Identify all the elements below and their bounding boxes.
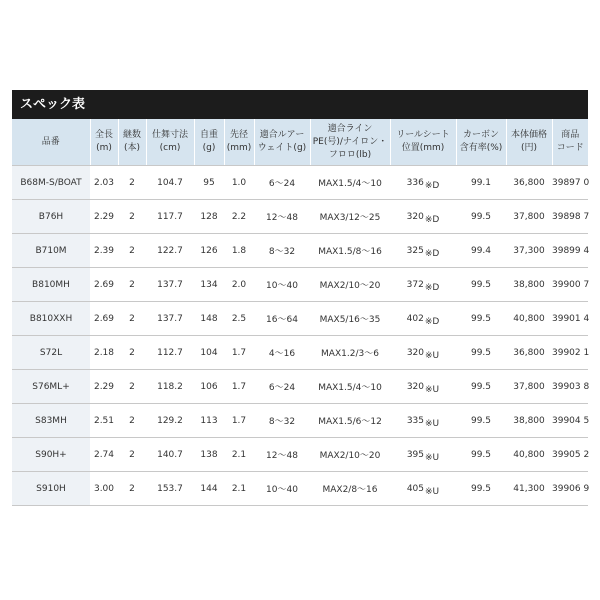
reel-seat-value: 395 bbox=[406, 449, 425, 460]
cell-price: 37,300 bbox=[506, 234, 552, 268]
cell-price: 41,300 bbox=[506, 472, 552, 506]
cell-code: 39904 5 bbox=[552, 404, 588, 438]
cell-model: B710M bbox=[12, 234, 90, 268]
reel-seat-mark: ※U bbox=[425, 384, 440, 395]
cell-reel-seat bbox=[390, 472, 456, 506]
cell-line: MAX3/12〜25 bbox=[310, 200, 390, 234]
cell-reel-seat bbox=[390, 302, 456, 336]
cell-weight: 106 bbox=[194, 370, 224, 404]
cell-model: B68M-S/BOAT bbox=[12, 166, 90, 200]
cell-carbon: 99.5 bbox=[456, 438, 506, 472]
header-line: 適合ライン PE(号)/ナイロン・ フロロ(lb) bbox=[310, 119, 390, 166]
cell-pieces: 2 bbox=[118, 166, 146, 200]
cell-weight: 148 bbox=[194, 302, 224, 336]
cell-closed-length: 104.7 bbox=[146, 166, 194, 200]
cell-weight: 95 bbox=[194, 166, 224, 200]
reel-seat-mark: ※U bbox=[425, 418, 440, 429]
cell-lure-weight: 16〜64 bbox=[254, 302, 310, 336]
cell-closed-length: 129.2 bbox=[146, 404, 194, 438]
spec-table bbox=[12, 119, 588, 506]
cell-closed-length: 118.2 bbox=[146, 370, 194, 404]
cell-carbon: 99.5 bbox=[456, 336, 506, 370]
cell-tip-diameter: 2.2 bbox=[224, 200, 254, 234]
reel-seat-mark: ※U bbox=[425, 486, 440, 497]
cell-price: 36,800 bbox=[506, 166, 552, 200]
header-pieces: 継数 (本) bbox=[118, 119, 146, 166]
reel-seat-value: 320 bbox=[406, 211, 424, 222]
cell-weight: 134 bbox=[194, 268, 224, 302]
cell-pieces: 2 bbox=[118, 302, 146, 336]
reel-seat-value: 372 bbox=[406, 279, 424, 290]
cell-reel-seat bbox=[390, 200, 456, 234]
cell-length: 2.29 bbox=[90, 200, 118, 234]
cell-model: B810MH bbox=[12, 268, 90, 302]
cell-line: MAX1.2/3〜6 bbox=[310, 336, 390, 370]
reel-seat-value: 402 bbox=[406, 313, 424, 324]
cell-lure-weight: 8〜32 bbox=[254, 234, 310, 268]
cell-pieces: 2 bbox=[118, 370, 146, 404]
reel-seat-value: 405 bbox=[406, 483, 425, 494]
spec-table-body bbox=[12, 166, 588, 506]
reel-seat-mark: ※D bbox=[424, 248, 440, 259]
cell-carbon: 99.4 bbox=[456, 234, 506, 268]
reel-seat-mark: ※D bbox=[424, 214, 440, 225]
reel-seat-value: 336 bbox=[406, 177, 424, 188]
cell-price: 37,800 bbox=[506, 200, 552, 234]
cell-reel-seat bbox=[390, 438, 456, 472]
header-reel-seat: リールシート 位置(mm) bbox=[390, 119, 456, 166]
cell-carbon: 99.5 bbox=[456, 268, 506, 302]
cell-reel-seat bbox=[390, 234, 456, 268]
cell-pieces: 2 bbox=[118, 438, 146, 472]
cell-line: MAX1.5/4〜10 bbox=[310, 370, 390, 404]
header-price: 本体価格 (円) bbox=[506, 119, 552, 166]
cell-length: 2.51 bbox=[90, 404, 118, 438]
cell-lure-weight: 4〜16 bbox=[254, 336, 310, 370]
cell-price: 40,800 bbox=[506, 302, 552, 336]
cell-length: 2.74 bbox=[90, 438, 118, 472]
cell-reel-seat bbox=[390, 370, 456, 404]
cell-code: 39898 7 bbox=[552, 200, 588, 234]
cell-model: B76H bbox=[12, 200, 90, 234]
reel-seat-mark: ※U bbox=[425, 350, 440, 361]
cell-carbon: 99.5 bbox=[456, 472, 506, 506]
cell-code: 39900 7 bbox=[552, 268, 588, 302]
cell-code: 39906 9 bbox=[552, 472, 588, 506]
cell-closed-length: 140.7 bbox=[146, 438, 194, 472]
cell-model: S90H+ bbox=[12, 438, 90, 472]
cell-weight: 128 bbox=[194, 200, 224, 234]
spec-sheet bbox=[12, 90, 588, 506]
cell-closed-length: 153.7 bbox=[146, 472, 194, 506]
cell-carbon: 99.5 bbox=[456, 302, 506, 336]
cell-price: 37,800 bbox=[506, 370, 552, 404]
cell-pieces: 2 bbox=[118, 234, 146, 268]
reel-seat-value: 320 bbox=[406, 347, 425, 358]
cell-price: 38,800 bbox=[506, 268, 552, 302]
cell-length: 3.00 bbox=[90, 472, 118, 506]
table-row bbox=[12, 404, 588, 438]
cell-closed-length: 112.7 bbox=[146, 336, 194, 370]
cell-code: 39903 8 bbox=[552, 370, 588, 404]
spec-table-title: スペック表 bbox=[12, 90, 588, 119]
cell-closed-length: 122.7 bbox=[146, 234, 194, 268]
cell-weight: 138 bbox=[194, 438, 224, 472]
table-row bbox=[12, 438, 588, 472]
cell-length: 2.29 bbox=[90, 370, 118, 404]
cell-reel-seat bbox=[390, 336, 456, 370]
cell-lure-weight: 6〜24 bbox=[254, 166, 310, 200]
cell-tip-diameter: 2.1 bbox=[224, 472, 254, 506]
header-lure-weight: 適合ルアー ウェイト(g) bbox=[254, 119, 310, 166]
cell-pieces: 2 bbox=[118, 404, 146, 438]
cell-carbon: 99.5 bbox=[456, 404, 506, 438]
cell-length: 2.03 bbox=[90, 166, 118, 200]
cell-weight: 104 bbox=[194, 336, 224, 370]
cell-tip-diameter: 2.0 bbox=[224, 268, 254, 302]
cell-code: 39901 4 bbox=[552, 302, 588, 336]
cell-pieces: 2 bbox=[118, 200, 146, 234]
cell-closed-length: 117.7 bbox=[146, 200, 194, 234]
cell-lure-weight: 8〜32 bbox=[254, 404, 310, 438]
cell-code: 39897 0 bbox=[552, 166, 588, 200]
cell-price: 38,800 bbox=[506, 404, 552, 438]
cell-reel-seat bbox=[390, 166, 456, 200]
cell-model: S910H bbox=[12, 472, 90, 506]
cell-carbon: 99.5 bbox=[456, 370, 506, 404]
reel-seat-mark: ※D bbox=[424, 316, 440, 327]
cell-weight: 126 bbox=[194, 234, 224, 268]
reel-seat-value: 320 bbox=[406, 381, 425, 392]
cell-tip-diameter: 1.7 bbox=[224, 336, 254, 370]
cell-model: S83MH bbox=[12, 404, 90, 438]
cell-line: MAX2/8〜16 bbox=[310, 472, 390, 506]
cell-pieces: 2 bbox=[118, 336, 146, 370]
cell-length: 2.39 bbox=[90, 234, 118, 268]
cell-code: 39902 1 bbox=[552, 336, 588, 370]
cell-tip-diameter: 1.8 bbox=[224, 234, 254, 268]
cell-weight: 113 bbox=[194, 404, 224, 438]
table-row bbox=[12, 166, 588, 200]
cell-length: 2.18 bbox=[90, 336, 118, 370]
cell-code: 39899 4 bbox=[552, 234, 588, 268]
header-weight: 自重 (g) bbox=[194, 119, 224, 166]
cell-line: MAX1.5/4〜10 bbox=[310, 166, 390, 200]
cell-length: 2.69 bbox=[90, 268, 118, 302]
header-tip-diameter: 先径 (mm) bbox=[224, 119, 254, 166]
cell-pieces: 2 bbox=[118, 268, 146, 302]
reel-seat-mark: ※U bbox=[425, 452, 440, 463]
cell-lure-weight: 12〜48 bbox=[254, 200, 310, 234]
table-row bbox=[12, 302, 588, 336]
cell-model: B810XXH bbox=[12, 302, 90, 336]
cell-tip-diameter: 2.1 bbox=[224, 438, 254, 472]
reel-seat-mark: ※D bbox=[424, 282, 440, 293]
cell-reel-seat bbox=[390, 268, 456, 302]
cell-tip-diameter: 1.0 bbox=[224, 166, 254, 200]
cell-price: 36,800 bbox=[506, 336, 552, 370]
cell-model: S72L bbox=[12, 336, 90, 370]
reel-seat-mark: ※D bbox=[424, 180, 440, 191]
cell-weight: 144 bbox=[194, 472, 224, 506]
cell-tip-diameter: 2.5 bbox=[224, 302, 254, 336]
cell-length: 2.69 bbox=[90, 302, 118, 336]
header-closed-length: 仕舞寸法 (cm) bbox=[146, 119, 194, 166]
cell-reel-seat bbox=[390, 404, 456, 438]
header-code: 商品 コード bbox=[552, 119, 588, 166]
header-row bbox=[12, 119, 588, 166]
cell-closed-length: 137.7 bbox=[146, 268, 194, 302]
cell-line: MAX5/16〜35 bbox=[310, 302, 390, 336]
reel-seat-value: 335 bbox=[406, 415, 425, 426]
header-length: 全長 (m) bbox=[90, 119, 118, 166]
cell-line: MAX2/10〜20 bbox=[310, 268, 390, 302]
table-row bbox=[12, 472, 588, 506]
cell-carbon: 99.1 bbox=[456, 166, 506, 200]
cell-lure-weight: 10〜40 bbox=[254, 268, 310, 302]
cell-tip-diameter: 1.7 bbox=[224, 370, 254, 404]
cell-line: MAX1.5/6〜12 bbox=[310, 404, 390, 438]
cell-lure-weight: 10〜40 bbox=[254, 472, 310, 506]
cell-closed-length: 137.7 bbox=[146, 302, 194, 336]
table-row bbox=[12, 200, 588, 234]
reel-seat-value: 325 bbox=[406, 245, 424, 256]
cell-model: S76ML+ bbox=[12, 370, 90, 404]
table-row bbox=[12, 268, 588, 302]
cell-line: MAX1.5/8〜16 bbox=[310, 234, 390, 268]
cell-lure-weight: 6〜24 bbox=[254, 370, 310, 404]
header-model: 品番 bbox=[12, 119, 90, 166]
cell-pieces: 2 bbox=[118, 472, 146, 506]
cell-price: 40,800 bbox=[506, 438, 552, 472]
header-carbon: カーボン 含有率(%) bbox=[456, 119, 506, 166]
cell-line: MAX2/10〜20 bbox=[310, 438, 390, 472]
table-row bbox=[12, 234, 588, 268]
table-row bbox=[12, 336, 588, 370]
cell-tip-diameter: 1.7 bbox=[224, 404, 254, 438]
cell-carbon: 99.5 bbox=[456, 200, 506, 234]
cell-code: 39905 2 bbox=[552, 438, 588, 472]
cell-lure-weight: 12〜48 bbox=[254, 438, 310, 472]
table-row bbox=[12, 370, 588, 404]
